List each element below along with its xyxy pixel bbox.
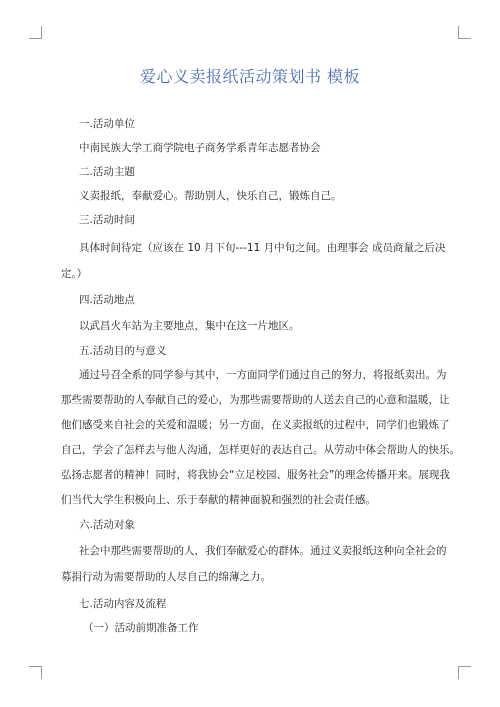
document-title: 爱心义卖报纸活动策划书 模板 (139, 67, 361, 86)
crop-mark-bottom-left (29, 666, 42, 679)
section-text-place: 以武昌火车站为主要地点，集中在这一片地区。 (79, 320, 300, 332)
section-text-theme: 义卖报纸，奉献爱心。帮助别人，快乐自己，锻炼自己。 (79, 190, 342, 202)
paragraph-line: 社会中那些需要帮助的人，我们奉献爱心的群体。通过义卖报纸这种向全社会的 (79, 545, 447, 557)
section-heading-target: 六.活动对象 (79, 519, 135, 531)
paragraph-line: 他们感受来自社会的关爱和温暖；另一方面，在义卖报纸的过程中，同学们也锻炼了 (61, 419, 450, 431)
paragraph-line: 们当代大学生积极向上、乐于奉献的精神面貌和强烈的社会责任感。 (61, 494, 376, 506)
section-heading-theme: 二.活动主题 (79, 166, 135, 178)
paragraph-line: 募捐行动为需要帮助的人尽自己的绵薄之力。 (61, 571, 271, 583)
paragraph-line: 弘扬志愿者的精神！同时，将我协会“立足校园、服务社会”的理念传播开来。展现我 (61, 469, 450, 481)
section-heading-place: 四.活动地点 (79, 294, 135, 306)
subsection-heading: （一）活动前期准备工作 (83, 622, 199, 634)
section-heading-unit: 一.活动单位 (79, 118, 135, 130)
paragraph-line: 通过号召全系的同学参与其中，一方面同学们通过自己的努力，将报纸卖出。为 (79, 369, 447, 381)
section-heading-content: 七.活动内容及流程 (79, 598, 167, 610)
crop-mark-top-right (458, 26, 471, 39)
section-text-time-cont: 定。） (61, 268, 88, 280)
section-heading-purpose: 五.活动目的与意义 (79, 345, 167, 357)
section-text-unit: 中南民族大学工商学院电子商务学系青年志愿者协会 (79, 142, 321, 154)
section-heading-time: 三.活动时间 (79, 214, 135, 226)
paragraph-line: 自己，学会了怎样去与他人沟通，怎样更好的表达自己。从劳动中体会帮助人的快乐。 (61, 444, 460, 456)
crop-mark-top-left (29, 26, 42, 39)
crop-mark-bottom-right (458, 666, 471, 679)
paragraph-line: 那些需要帮助的人奉献自己的爱心，为那些需要帮助的人送去自己的心意和温暖，让 (61, 394, 450, 406)
section-text-time: 具体时间待定（应该在 10 月下旬---11 月中旬之间。由理事会 成员商量之后决 (79, 242, 446, 254)
